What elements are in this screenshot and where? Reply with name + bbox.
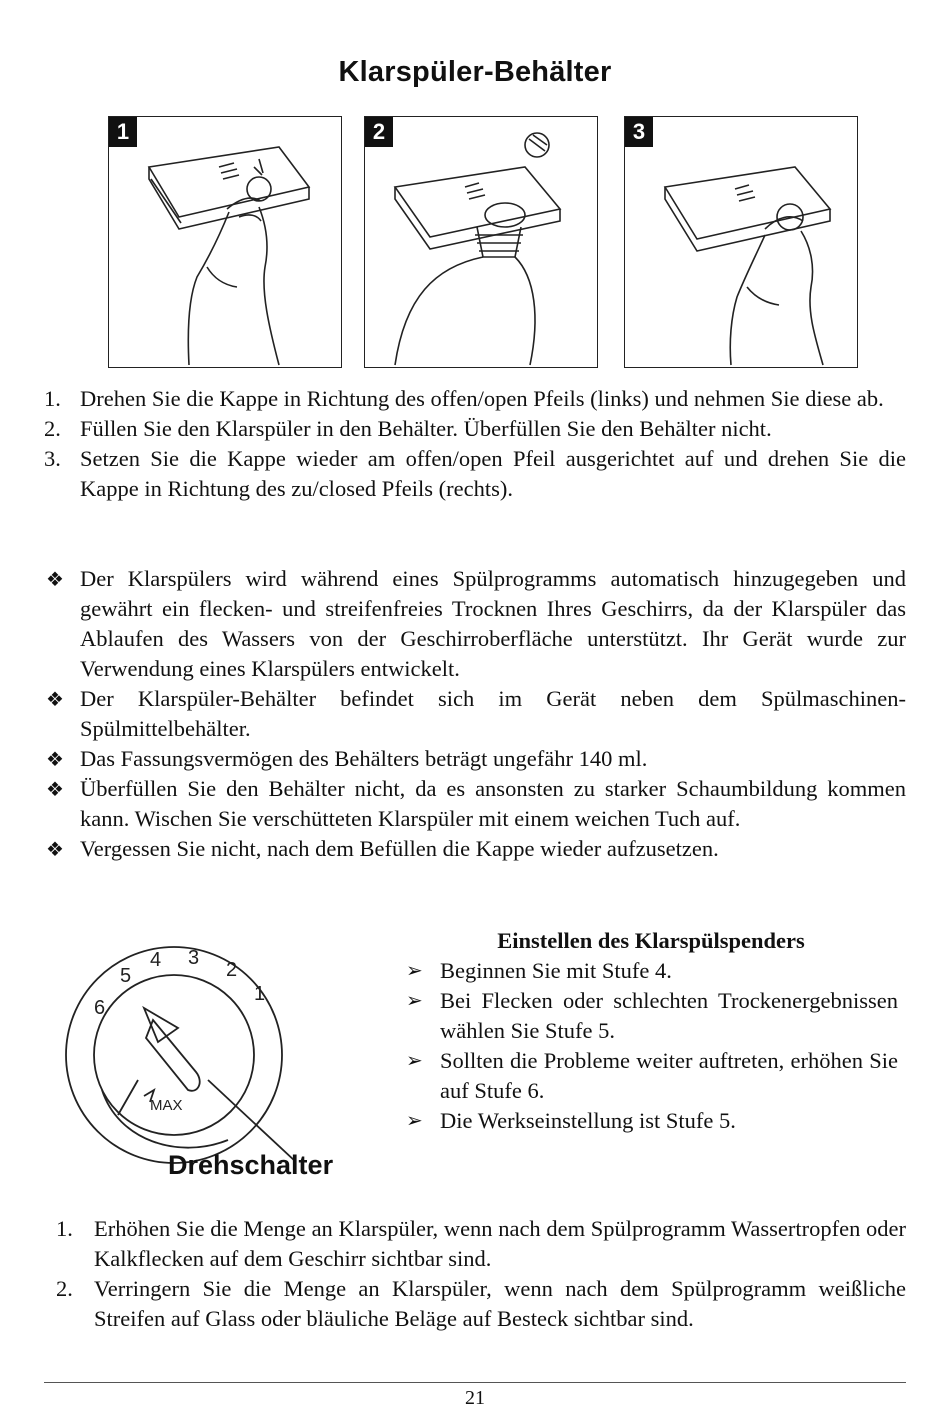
step-badge: 3 bbox=[625, 117, 653, 147]
list-number: 2. bbox=[56, 1276, 73, 1301]
figure-step-3 bbox=[624, 116, 858, 368]
dial-caption: Drehschalter bbox=[168, 1150, 334, 1180]
page-title: Klarspüler-Behälter bbox=[338, 56, 612, 88]
list-text: Sollten die Probleme weiter auftreten, erhöhen Sie auf Stufe 6. bbox=[440, 1048, 898, 1103]
illustration-row bbox=[92, 100, 868, 372]
list-item bbox=[56, 1214, 906, 1274]
list-text: Überfüllen Sie den Behälter nicht, da es ansonsten zu starker Schaumbildung kommen kann. Wischen Sie verschütteten Klarspüler mit einem weichen Tuch auf. bbox=[80, 776, 906, 831]
list-text: Drehen Sie die Kappe in Richtung des offen/open Pfeils (links) und nehmen Sie diese ab. bbox=[80, 386, 884, 411]
list-text: Beginnen Sie mit Stufe 4. bbox=[440, 958, 672, 983]
diamond-bullet-icon: ❖ bbox=[46, 749, 64, 771]
hand-turning-cap-illustration bbox=[109, 117, 341, 367]
list-text: Verringern Sie die Menge an Klarspüler, wenn nach dem Spülprogramm weißliche Streifen auf Glass oder bläuliche Beläge auf Besteck sichtbar sind. bbox=[94, 1276, 906, 1331]
list-number: 3. bbox=[44, 446, 61, 471]
hand-closing-cap-illustration bbox=[625, 117, 857, 367]
dial-number: 4 bbox=[150, 949, 162, 971]
list-item bbox=[44, 834, 906, 864]
list-text: Das Fassungsvermögen des Behälters beträgt ungefähr 140 ml. bbox=[80, 746, 648, 771]
list-number: 1. bbox=[56, 1216, 73, 1241]
list-text: Bei Flecken oder schlechten Trockenergebnissen wählen Sie Stufe 5. bbox=[440, 988, 898, 1043]
bottle-filling-illustration bbox=[365, 117, 597, 367]
arrow-bullet-icon: ➢ bbox=[406, 1110, 423, 1132]
dial-number: 3 bbox=[188, 947, 200, 969]
page-number: 21 bbox=[465, 1387, 485, 1409]
list-text: Der Klarspüler-Behälter befindet sich im Gerät neben dem Spülmaschinen-Spülmittelbehälter. bbox=[80, 686, 906, 741]
list-item bbox=[44, 744, 906, 774]
fill-steps-list bbox=[44, 384, 906, 504]
list-item bbox=[44, 564, 906, 684]
dial-max-label: MAX bbox=[150, 1097, 183, 1114]
list-item bbox=[404, 1106, 898, 1136]
list-item bbox=[56, 1274, 906, 1334]
list-item bbox=[44, 774, 906, 834]
diamond-bullet-icon: ❖ bbox=[46, 569, 64, 591]
arrow-bullet-icon: ➢ bbox=[406, 1050, 423, 1072]
list-text: Vergessen Sie nicht, nach dem Befüllen die Kappe wieder aufzusetzen. bbox=[80, 836, 719, 861]
arrow-bullet-icon: ➢ bbox=[406, 990, 423, 1012]
diamond-bullet-icon: ❖ bbox=[46, 779, 64, 801]
diamond-bullet-icon: ❖ bbox=[46, 839, 64, 861]
footer-divider bbox=[44, 1382, 906, 1383]
diamond-bullet-icon: ❖ bbox=[46, 689, 64, 711]
list-text: Erhöhen Sie die Menge an Klarspüler, wenn nach dem Spülprogramm Wassertropfen oder Kalkflecken auf dem Geschirr sichtbar sind. bbox=[94, 1216, 906, 1271]
step-badge: 2 bbox=[365, 117, 393, 147]
info-bullet-list bbox=[44, 564, 906, 864]
figure-step-2 bbox=[364, 116, 598, 368]
list-item bbox=[404, 956, 898, 986]
list-number: 2. bbox=[44, 416, 61, 441]
dial-number: 5 bbox=[120, 965, 132, 987]
list-item bbox=[44, 684, 906, 744]
list-item bbox=[404, 986, 898, 1046]
dial-number: 1 bbox=[254, 983, 266, 1005]
list-item bbox=[44, 444, 906, 504]
list-item bbox=[44, 414, 906, 444]
figure-step-1 bbox=[108, 116, 342, 368]
dial-number: 2 bbox=[226, 959, 238, 981]
dispenser-settings bbox=[404, 926, 898, 1136]
list-item bbox=[404, 1046, 898, 1106]
list-text: Die Werkseinstellung ist Stufe 5. bbox=[440, 1108, 736, 1133]
settings-heading: Einstellen des Klarspülspenders bbox=[497, 928, 805, 953]
dial-number: 6 bbox=[94, 997, 106, 1019]
arrow-bullet-icon: ➢ bbox=[406, 960, 423, 982]
list-text: Füllen Sie den Klarspüler in den Behälter. Überfüllen Sie den Behälter nicht. bbox=[80, 416, 772, 441]
list-text: Der Klarspülers wird während eines Spülprogramms automatisch hinzugegeben und gewährt ein flecken- und streifenfreies Trocknen Ihres Geschirrs, da der Klarspüler das Ablaufen des Wassers von der Geschirroberfläche unterstützt. Ihr Gerät wurde zur Verwendung eines Klarspülers entwickelt. bbox=[80, 566, 906, 681]
amount-adjust-list bbox=[56, 1214, 906, 1334]
list-text: Setzen Sie die Kappe wieder am offen/open Pfeil ausgerichtet auf und drehen Sie die Kappe in Richtung des zu/closed Pfeils (rechts). bbox=[80, 446, 906, 501]
list-item bbox=[44, 384, 906, 414]
list-number: 1. bbox=[44, 386, 61, 411]
step-badge: 1 bbox=[109, 117, 137, 147]
